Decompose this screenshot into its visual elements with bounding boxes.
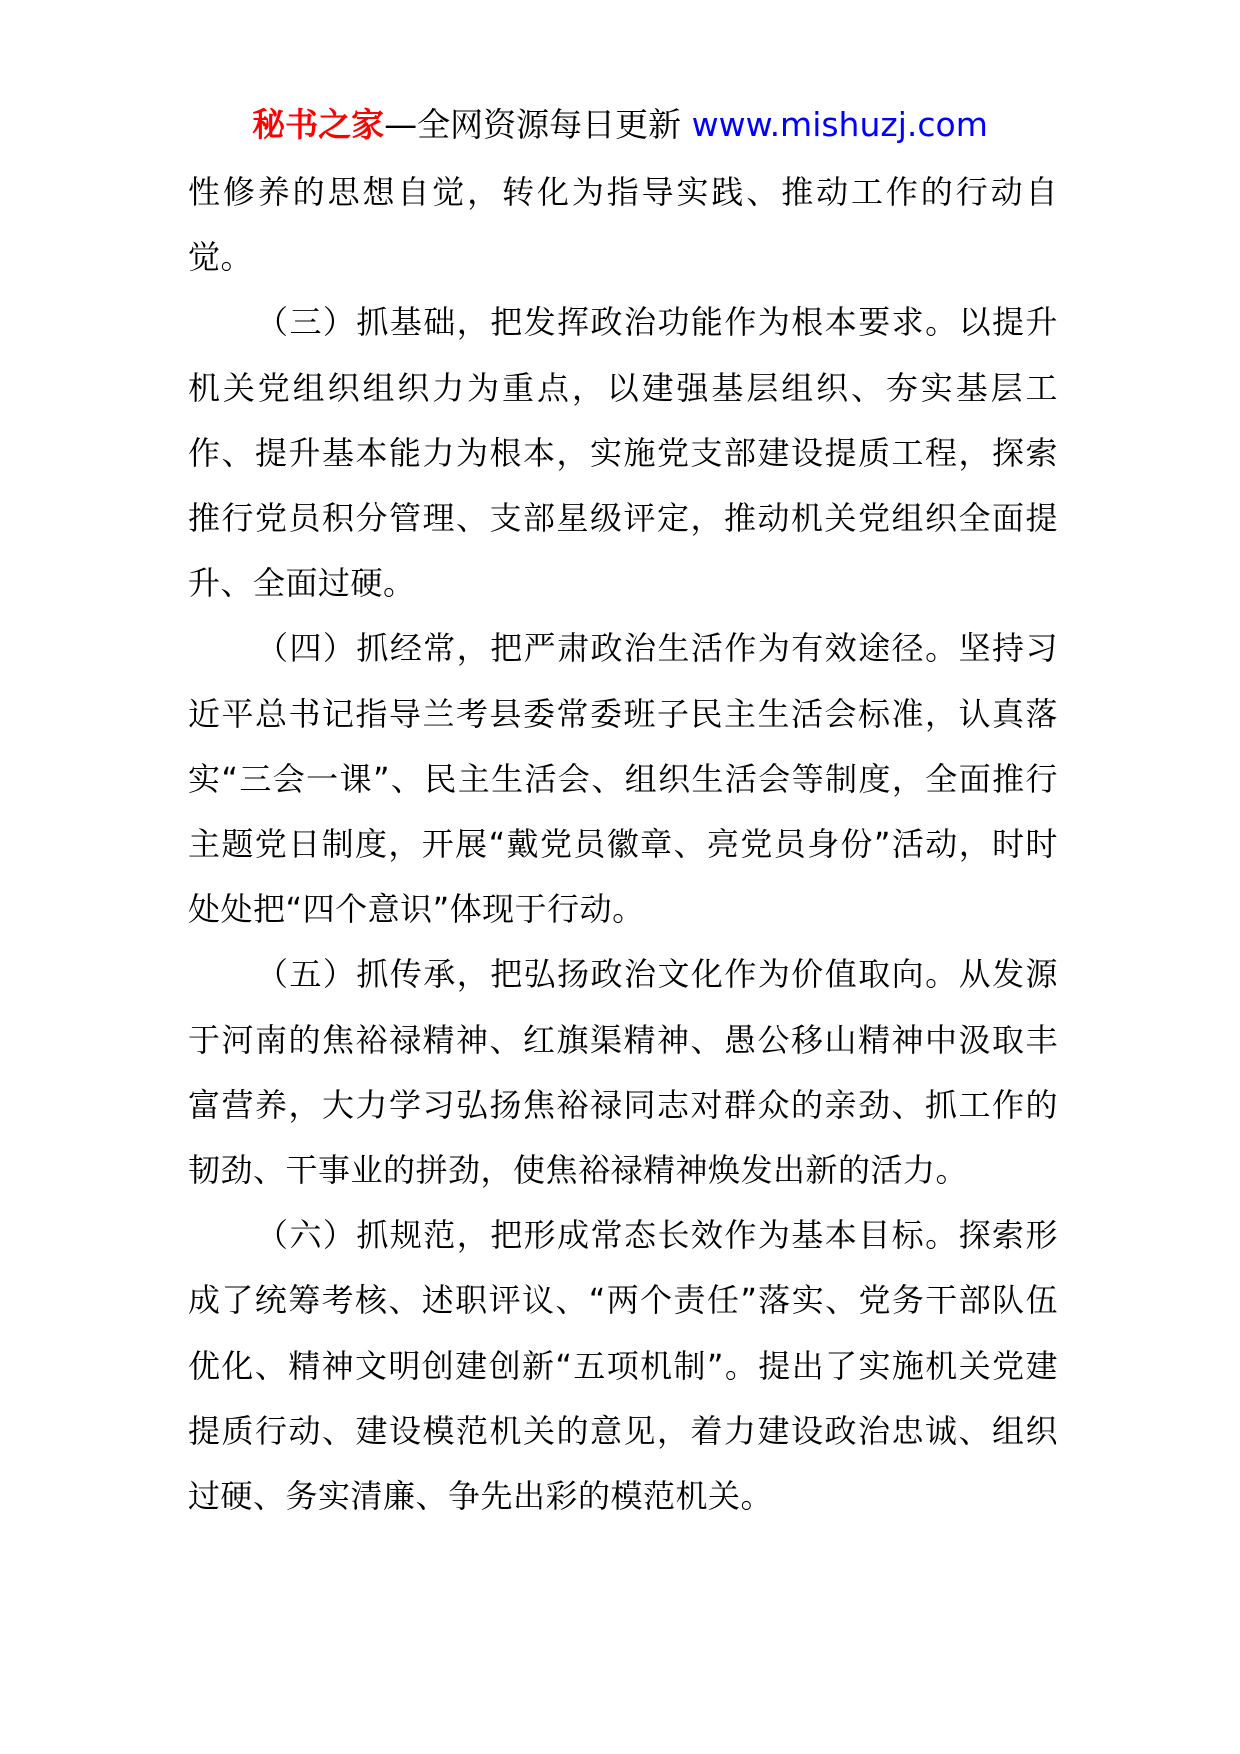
- header-brand: 秘书之家: [252, 105, 385, 144]
- header-url-link[interactable]: www.mishuzj.com: [691, 105, 988, 144]
- document-body: [188, 160, 1058, 1529]
- paragraph-section-4: （四）抓经常，把严肃政治生活作为有效途径。坚持习近平总书记指导兰考县委常委班子民主生活会标准，认真落实“三会一课”、民主生活会、组织生活会等制度，全面推行主题党日制度，开展“戴党员徽章、亮党员身份”活动，时时处处把“四个意识”体现于行动。: [188, 629, 1058, 929]
- page-header: [0, 100, 1240, 150]
- paragraph-section-5: （五）抓传承，把弘扬政治文化作为价值取向。从发源于河南的焦裕禄精神、红旗渠精神、愚公移山精神中汲取丰富营养，大力学习弘扬焦裕禄同志对群众的亲劲、抓工作的韧劲、干事业的拼劲，使焦裕禄精神焕发出新的活力。: [188, 955, 1058, 1190]
- paragraph-section-3: （三）抓基础，把发挥政治功能作为根本要求。以提升机关党组织组织力为重点，以建强基层组织、夯实基层工作、提升基本能力为根本，实施党支部建设提质工程，探索推行党员积分管理、支部星级评定，推动机关党组织全面提升、全面过硬。: [188, 303, 1058, 603]
- paragraph-continuation: 性修养的思想自觉，转化为指导实践、推动工作的行动自觉。: [188, 173, 1058, 277]
- paragraph-section-6: （六）抓规范，把形成常态长效作为基本目标。探索形成了统筹考核、述职评议、“两个责任”落实、党务干部队伍优化、精神文明创建创新“五项机制”。提出了实施机关党建提质行动、建设模范机关的意见，着力建设政治忠诚、组织过硬、务实清廉、争先出彩的模范机关。: [188, 1216, 1058, 1516]
- header-tagline: —全网资源每日更新: [384, 105, 682, 144]
